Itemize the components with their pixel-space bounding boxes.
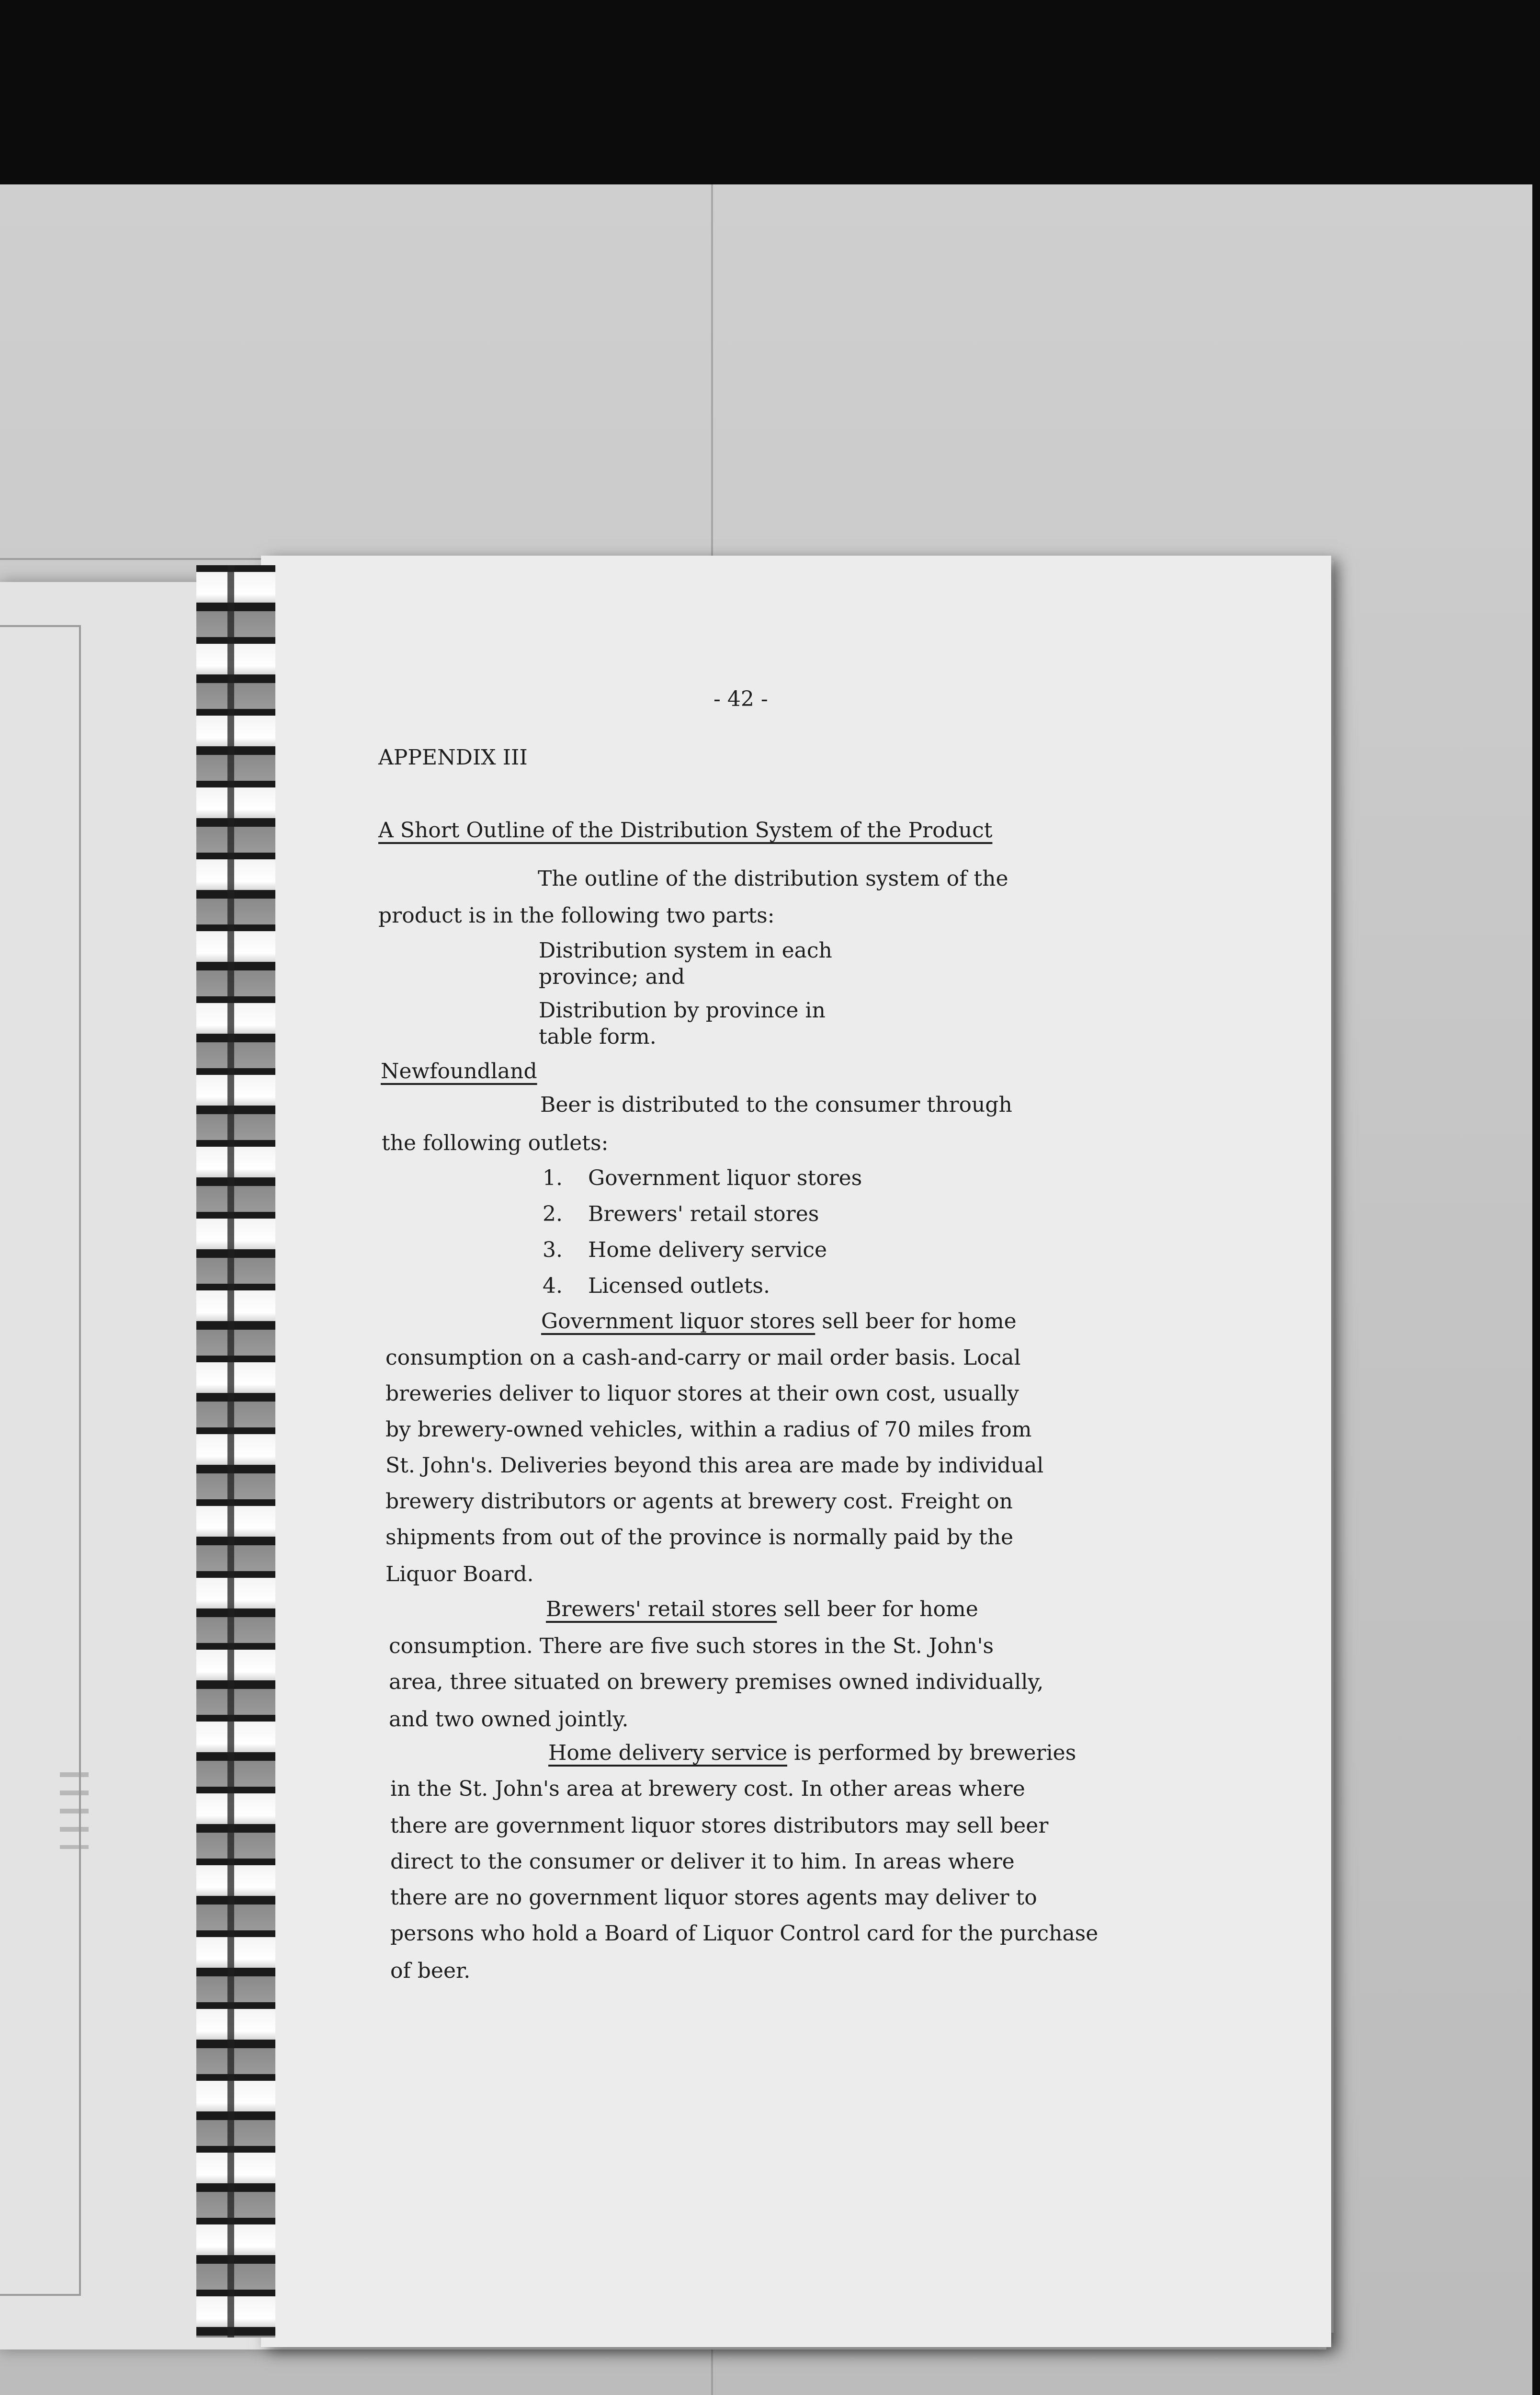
outlet-item: Government liquor stores <box>588 1166 862 1190</box>
paragraph-2-line: consumption. There are five such stores in the St. John's <box>389 1634 994 1658</box>
spiral-binding-spine <box>227 565 234 2338</box>
paragraph-1-line: shipments from out of the province is normally paid by the <box>385 1525 1014 1550</box>
intro-line-1: The outline of the distribution system of the <box>538 867 1008 891</box>
paragraph-1-line: brewery distributors or agents at brewery cost. Freight on <box>385 1489 1013 1514</box>
paragraph-2-line: area, three situated on brewery premises owned individually, <box>389 1670 1044 1694</box>
outlet-item: Licensed outlets. <box>588 1274 770 1298</box>
province-heading: Newfoundland <box>381 1059 537 1083</box>
underlying-page-text <box>60 1772 89 1849</box>
paragraph-3-term: Home delivery service <box>548 1741 787 1765</box>
section-heading: A Short Outline of the Distribution System of the Product <box>378 818 993 843</box>
outlets-intro-line-1: Beer is distributed to the consumer through <box>540 1093 1012 1117</box>
intro-line-2: product is in the following two parts: <box>378 903 775 928</box>
paragraph-1-line: St. John's. Deliveries beyond this area are made by individual <box>385 1453 1044 1478</box>
outlet-item: Home delivery service <box>588 1238 827 1262</box>
paragraph-3-line: direct to the consumer or deliver it to him. In areas where <box>390 1849 1015 1874</box>
part-1-line-2: province; and <box>539 965 685 989</box>
paragraph-2-lead: sell beer for home <box>783 1597 978 1621</box>
page-number: - 42 - <box>713 687 768 711</box>
part-2-line-2: table form. <box>539 1025 657 1049</box>
paragraph-1-line: by brewery-owned vehicles, within a radius of 70 miles from <box>385 1417 1032 1442</box>
board-edge-line <box>0 558 261 560</box>
outlet-number: 4. <box>543 1274 563 1298</box>
outlet-number: 1. <box>543 1166 563 1190</box>
paragraph-3-line: persons who hold a Board of Liquor Control card for the purchase <box>390 1921 1098 1946</box>
paragraph-1-lead: sell beer for home <box>822 1309 1017 1334</box>
outlet-number: 2. <box>543 1202 563 1226</box>
paragraph-3-line: there are no government liquor stores agents may deliver to <box>390 1885 1037 1910</box>
paragraph-1-term: Government liquor stores <box>541 1309 815 1334</box>
paragraph-2-first-line <box>546 1599 978 1620</box>
paragraph-3-first-line <box>548 1743 1076 1764</box>
part-1-line-1: Distribution system in each <box>539 938 832 963</box>
part-2-line-1: Distribution by province in <box>539 998 826 1023</box>
outlet-item: Brewers' retail stores <box>588 1202 819 1226</box>
paragraph-3-line: of beer. <box>390 1959 471 1983</box>
outlets-intro-line-2: the following outlets: <box>382 1131 609 1155</box>
paragraph-3-line: there are government liquor stores distributors may sell beer <box>390 1813 1049 1838</box>
paragraph-1-line: Liquor Board. <box>385 1562 534 1586</box>
paragraph-2-term: Brewers' retail stores <box>546 1597 777 1621</box>
paragraph-1-line: breweries deliver to liquor stores at their own cost, usually <box>385 1381 1019 1406</box>
paragraph-3-lead: is performed by breweries <box>794 1741 1076 1765</box>
paragraph-3-line: in the St. John's area at brewery cost. In other areas where <box>390 1777 1025 1801</box>
outlet-number: 3. <box>543 1238 563 1262</box>
appendix-title: APPENDIX III <box>378 745 528 770</box>
paragraph-1-line: consumption on a cash-and-carry or mail order basis. Local <box>385 1346 1021 1370</box>
paragraph-1-first-line <box>541 1311 1017 1332</box>
underlying-page-frame <box>0 625 81 2296</box>
paragraph-2-line: and two owned jointly. <box>389 1707 629 1732</box>
spiral-binding <box>196 565 275 2338</box>
